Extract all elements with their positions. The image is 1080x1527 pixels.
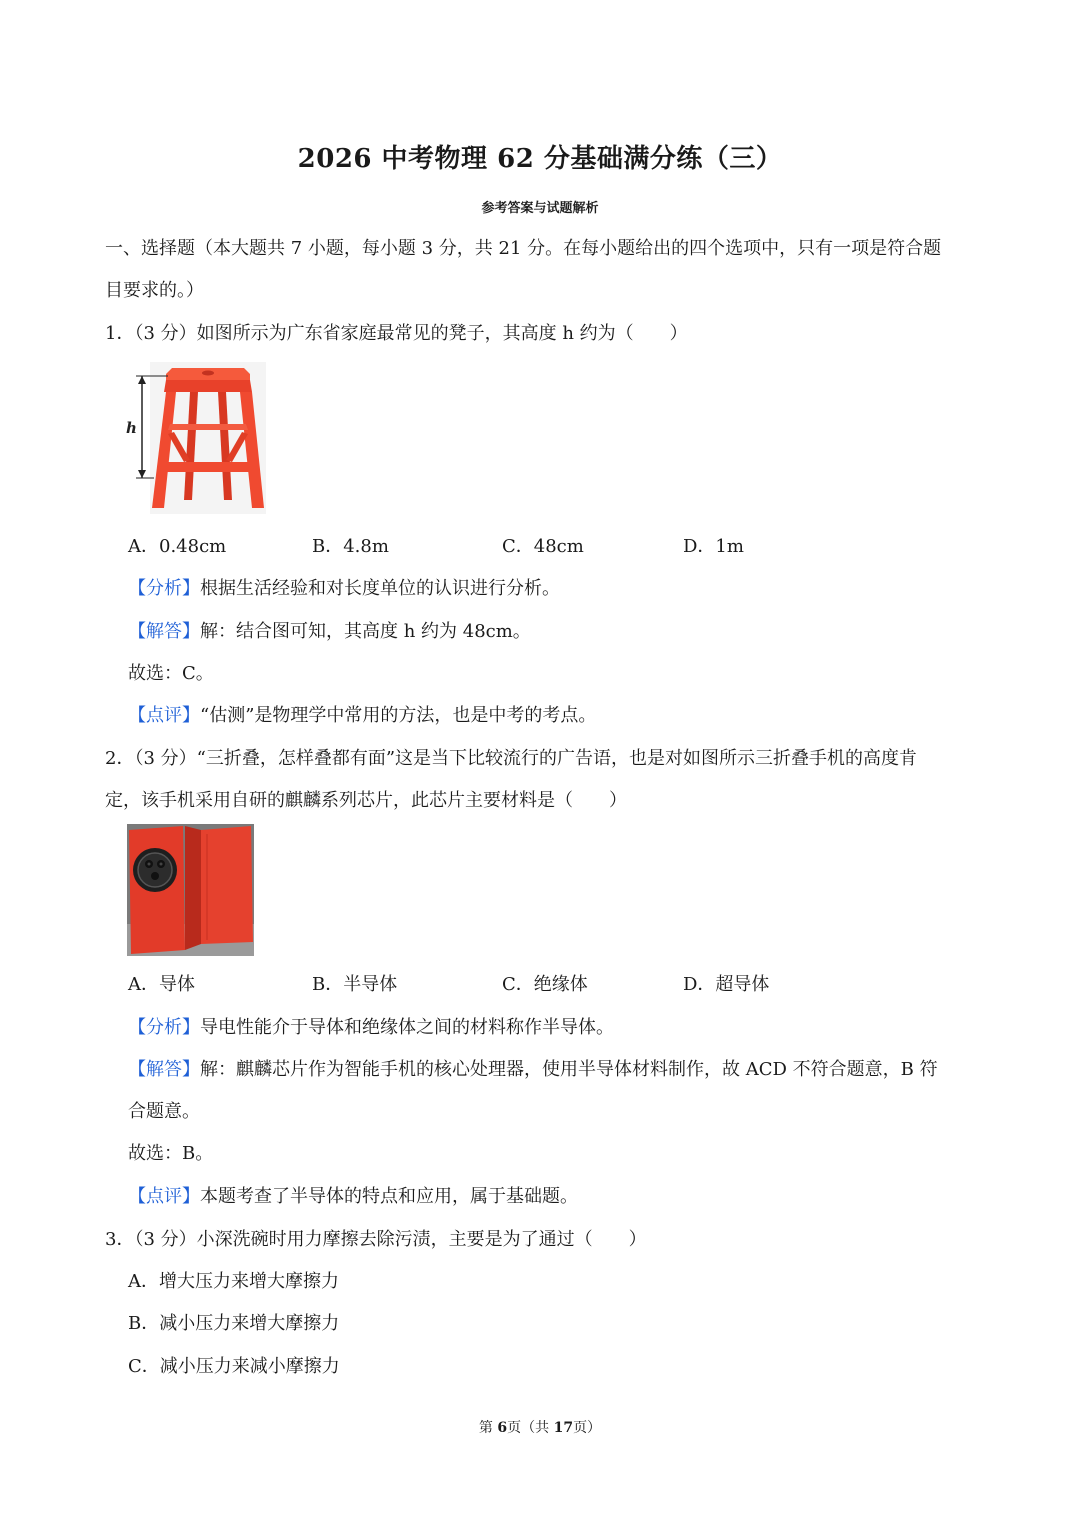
answer-tag: 【解答】 bbox=[128, 1059, 200, 1080]
section-heading-line-1: 一、选择题（本大题共 7 小题，每小题 3 分，共 21 分。在每小题给出的四个选项中，只有一项是符合题 bbox=[105, 238, 942, 259]
q1-option-a[interactable]: A．0.48cm bbox=[128, 536, 227, 557]
document-title: 2026 中考物理 62 分基础满分练（三） bbox=[297, 144, 783, 174]
q2-option-d[interactable]: D．超导体 bbox=[683, 974, 770, 995]
q2-analysis-text: 导电性能介于导体和绝缘体之间的材料称作半导体。 bbox=[200, 1017, 614, 1038]
question-2-stem-line-1: 2．（3 分）“三折叠，怎样叠都有面”这是当下比较流行的广告语，也是对如图所示三折叠手机的高度肯 bbox=[105, 748, 918, 769]
analysis-tag: 【分析】 bbox=[128, 578, 200, 599]
q2-option-b[interactable]: B．半导体 bbox=[312, 974, 398, 995]
q3-option-c[interactable]: C．减小压力来减小摩擦力 bbox=[128, 1356, 340, 1377]
q1-choice: 故选：C。 bbox=[128, 663, 214, 684]
question-1-stem: 1．（3 分）如图所示为广东省家庭最常见的凳子，其高度 h 约为（ ） bbox=[105, 323, 688, 344]
q3-option-a[interactable]: A．增大压力来增大摩擦力 bbox=[128, 1271, 339, 1292]
footer-total-pages: 17 bbox=[553, 1420, 574, 1436]
q1-option-d[interactable]: D．1m bbox=[683, 536, 744, 557]
q3-option-b[interactable]: B．减小压力来增大摩擦力 bbox=[128, 1313, 340, 1334]
comment-tag: 【点评】 bbox=[128, 705, 200, 726]
page-footer bbox=[0, 1417, 1080, 1437]
q2-answer-text-line-1: 解：麒麟芯片作为智能手机的核心处理器，使用半导体材料制作，故 ACD 不符合题意，B 符 bbox=[200, 1059, 938, 1080]
q2-answer bbox=[128, 1057, 938, 1083]
q2-option-a[interactable]: A．导体 bbox=[128, 974, 195, 995]
stool-figure bbox=[124, 362, 268, 514]
document-subtitle: 参考答案与试题解析 bbox=[481, 201, 599, 216]
q2-option-c[interactable]: C．绝缘体 bbox=[502, 974, 588, 995]
q1-answer bbox=[128, 619, 531, 645]
footer-suffix: 页） bbox=[573, 1420, 602, 1436]
footer-prefix: 第 bbox=[478, 1420, 498, 1436]
q1-comment-text: “估测”是物理学中常用的方法，也是中考的考点。 bbox=[200, 705, 597, 726]
comment-tag: 【点评】 bbox=[128, 1186, 200, 1207]
footer-page-number: 6 bbox=[497, 1420, 508, 1436]
q2-comment-text: 本题考查了半导体的特点和应用，属于基础题。 bbox=[200, 1186, 578, 1207]
question-3-stem: 3．（3 分）小深洗碗时用力摩擦去除污渍，主要是为了通过（ ） bbox=[105, 1229, 647, 1250]
tri-fold-phone-figure bbox=[127, 824, 254, 956]
question-2-stem-line-2: 定，该手机采用自研的麒麟系列芯片，此芯片主要材料是（ ） bbox=[105, 790, 627, 811]
section-heading-line-2: 目要求的。） bbox=[105, 280, 204, 301]
q1-analysis-text: 根据生活经验和对长度单位的认识进行分析。 bbox=[200, 578, 560, 599]
q2-answer-line-2: 合题意。 bbox=[128, 1101, 200, 1122]
q1-option-c[interactable]: C．48cm bbox=[502, 536, 584, 557]
q1-option-b[interactable]: B．4.8m bbox=[312, 536, 389, 557]
analysis-tag: 【分析】 bbox=[128, 1017, 200, 1038]
footer-middle: 页（共 bbox=[507, 1420, 554, 1436]
q2-analysis bbox=[128, 1015, 614, 1041]
answer-tag: 【解答】 bbox=[128, 621, 200, 642]
q1-answer-text: 解：结合图可知，其高度 h 约为 48cm。 bbox=[200, 621, 531, 642]
q2-comment bbox=[128, 1184, 578, 1210]
q1-comment bbox=[128, 703, 596, 729]
stool-height-label: h bbox=[126, 419, 137, 437]
q2-choice: 故选：B。 bbox=[128, 1143, 214, 1164]
q1-analysis bbox=[128, 576, 560, 602]
